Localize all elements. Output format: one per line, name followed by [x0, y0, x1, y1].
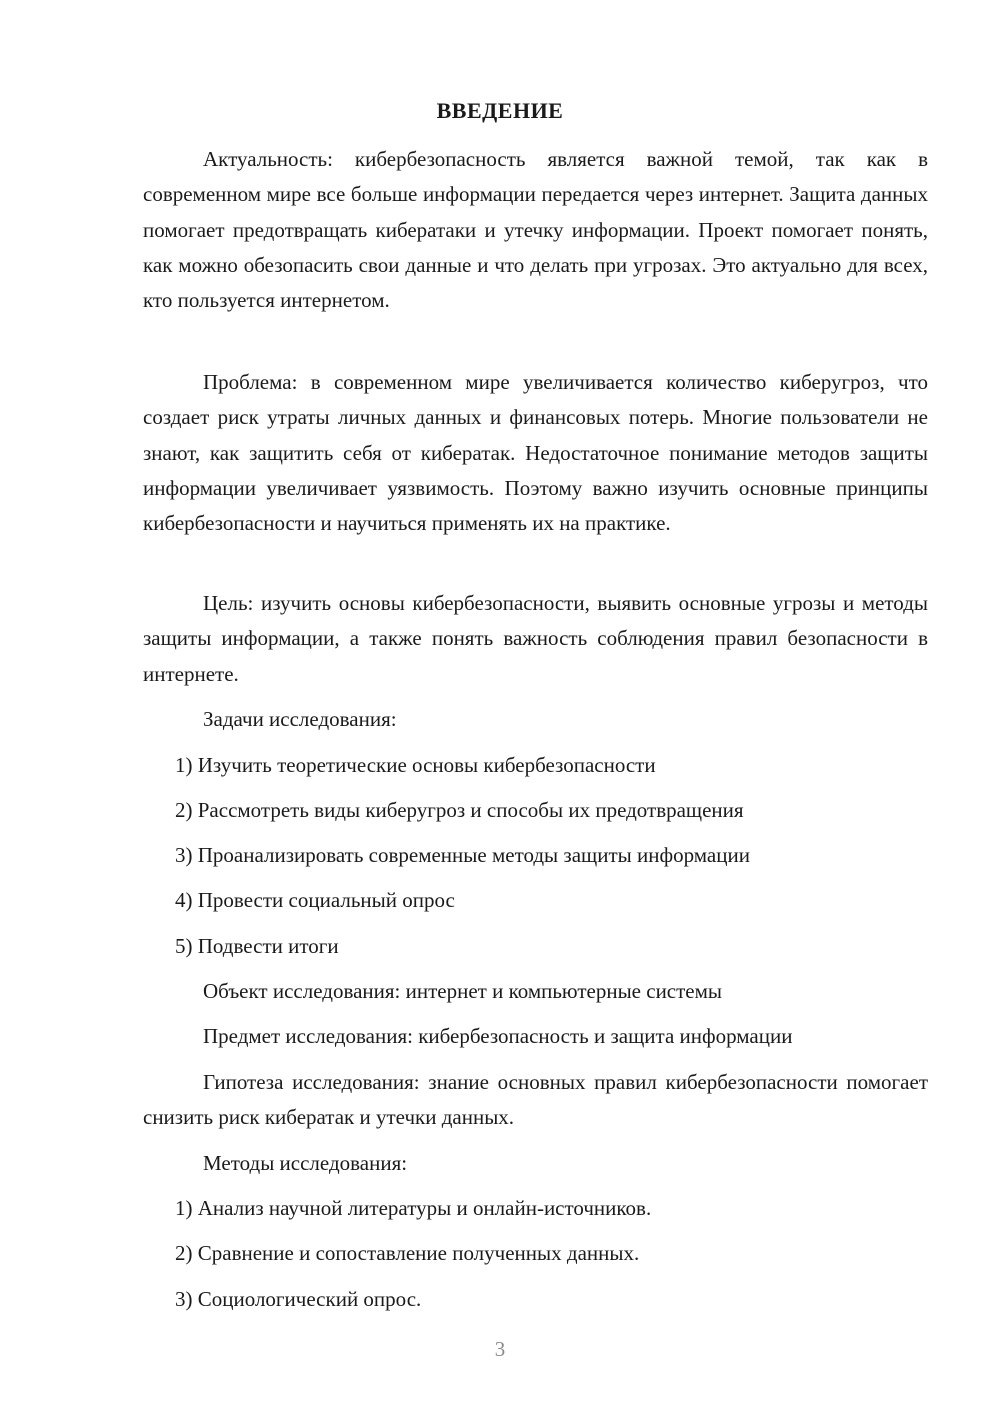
hypothesis-paragraph: Гипотеза исследования: знание основных правил кибербезопасности помогает снизить риск кибератак и утечки данных. — [143, 1070, 928, 1130]
list-item: 2) Сравнение и сопоставление полученных данных. — [175, 1241, 640, 1265]
list-item: 3) Социологический опрос. — [175, 1287, 422, 1311]
page-title: ВВЕДЕНИЕ — [436, 98, 564, 123]
list-item: 2) Рассмотреть виды киберугроз и способы их предотвращения — [175, 798, 744, 822]
methods-title: Методы исследования: — [203, 1151, 408, 1175]
list-item: 1) Изучить теоретические основы кибербезопасности — [175, 753, 656, 777]
list-item: 1) Анализ научной литературы и онлайн-источников. — [175, 1196, 652, 1220]
research-object: Объект исследования: интернет и компьютерные системы — [203, 979, 723, 1003]
problem-paragraph: Проблема: в современном мире увеличивается количество киберугроз, что создает риск утраты личных данных и финансовых потерь. Многие пользователи не знают, как защитить себя от кибератак. Недостаточное понимание методов защиты информации увеличивает уязвимость. Поэтому важно изучить основные принципы кибербезопасности и научиться применять их на практике. — [143, 370, 928, 536]
actuality-paragraph: Актуальность: кибербезопасность является важной темой, так как в современном мире все больше информации передается через интернет. Защита данных помогает предотвращать кибератаки и утечку информации. Проект помогает понять, как можно обезопасить свои данные и что делать при угрозах. Это актуально для всех, кто пользуется интернетом. — [143, 147, 928, 313]
list-item: 5) Подвести итоги — [175, 934, 339, 958]
goal-paragraph: Цель: изучить основы кибербезопасности, выявить основные угрозы и методы защиты информации, а также понять важность соблюдения правил безопасности в интернете. — [143, 591, 928, 686]
tasks-title: Задачи исследования: — [203, 707, 397, 731]
list-item: 4) Провести социальный опрос — [175, 888, 455, 912]
research-subject: Предмет исследования: кибербезопасность и защита информации — [203, 1024, 793, 1048]
list-item: 3) Проанализировать современные методы защиты информации — [175, 843, 750, 867]
page-number: 3 — [494, 1337, 506, 1361]
